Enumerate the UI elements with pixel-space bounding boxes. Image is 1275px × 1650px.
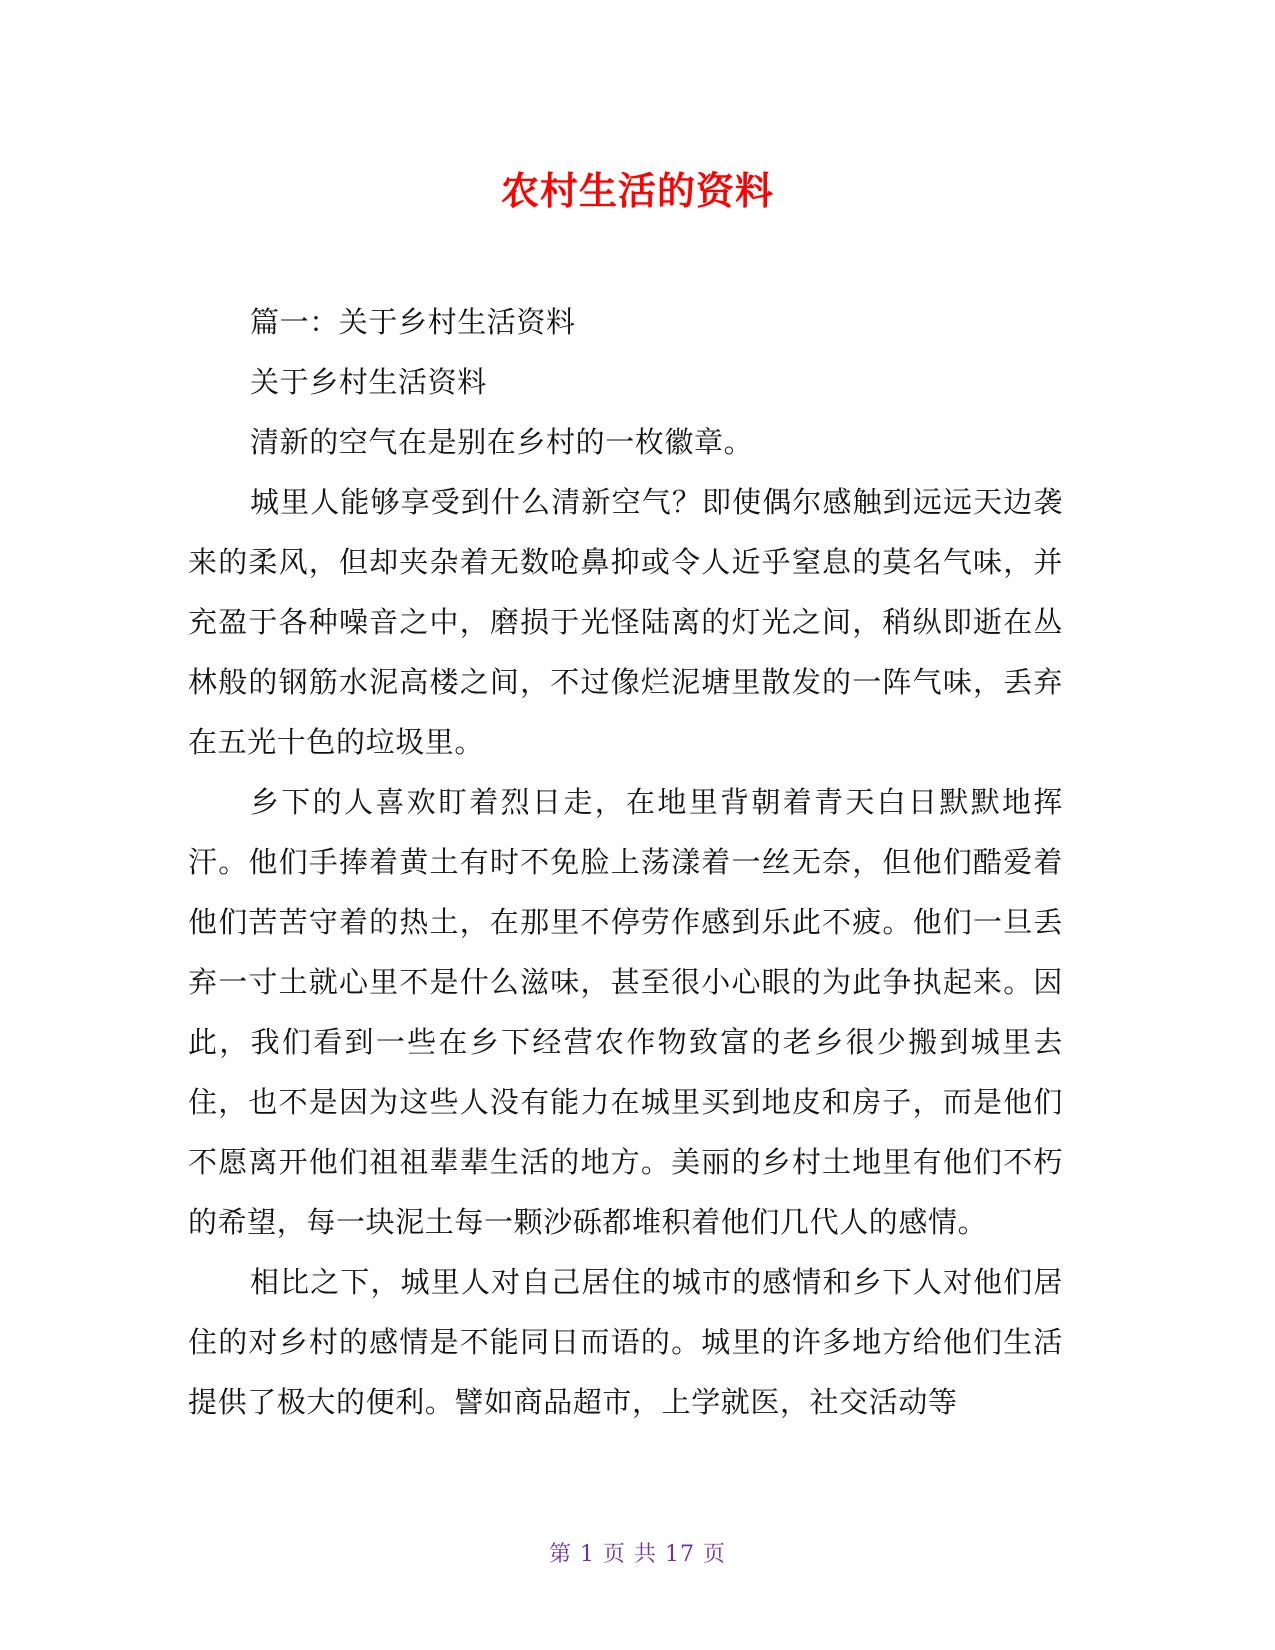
paragraph: 乡下的人喜欢盯着烈日走，在地里背朝着青天白日默默地挥汗。他们手捧着黄土有时不免脸上荡漾着一丝无奈，但他们酷爱着他们苦苦守着的热土，在那里不停劳作感到乐此不疲。他们一旦丢弃一寸土就心里不是什么滋味，甚至很小心眼的为此争执起来。因此，我们看到一些在乡下经营农作物致富的老乡很少搬到城里去住，也不是因为这些人没有能力在城里买到地皮和房子，而是他们不愿离开他们祖祖辈辈生活的地方。美丽的乡村土地里有他们不朽的希望，每一块泥土每一颗沙砾都堆积着他们几代人的感情。	[188, 785, 1063, 1239]
paragraph: 相比之下，城里人对自己居住的城市的感情和乡下人对他们居住的对乡村的感情是不能同日而语的。城里的许多地方给他们生活提供了极大的便利。譬如商品超市，上学就医，社交活动等	[188, 1265, 1063, 1419]
document-body	[188, 292, 1063, 1432]
page-footer: 第 1 页 共 17 页	[549, 1542, 726, 1567]
paragraph: 清新的空气在是别在乡村的一枚徽章。	[250, 425, 754, 459]
document-title: 农村生活的资料	[500, 169, 774, 213]
subheading: 关于乡村生活资料	[250, 365, 487, 399]
section-heading: 篇一：关于乡村生活资料	[250, 305, 576, 339]
paragraph: 城里人能够享受到什么清新空气？即使偶尔感触到远远天边袭来的柔风，但却夹杂着无数呛鼻抑或令人近乎窒息的莫名气味，并充盈于各种噪音之中，磨损于光怪陆离的灯光之间，稍纵即逝在丛林般的钢筋水泥高楼之间，不过像烂泥塘里散发的一阵气味，丢弃在五光十色的垃圾里。	[188, 485, 1063, 759]
